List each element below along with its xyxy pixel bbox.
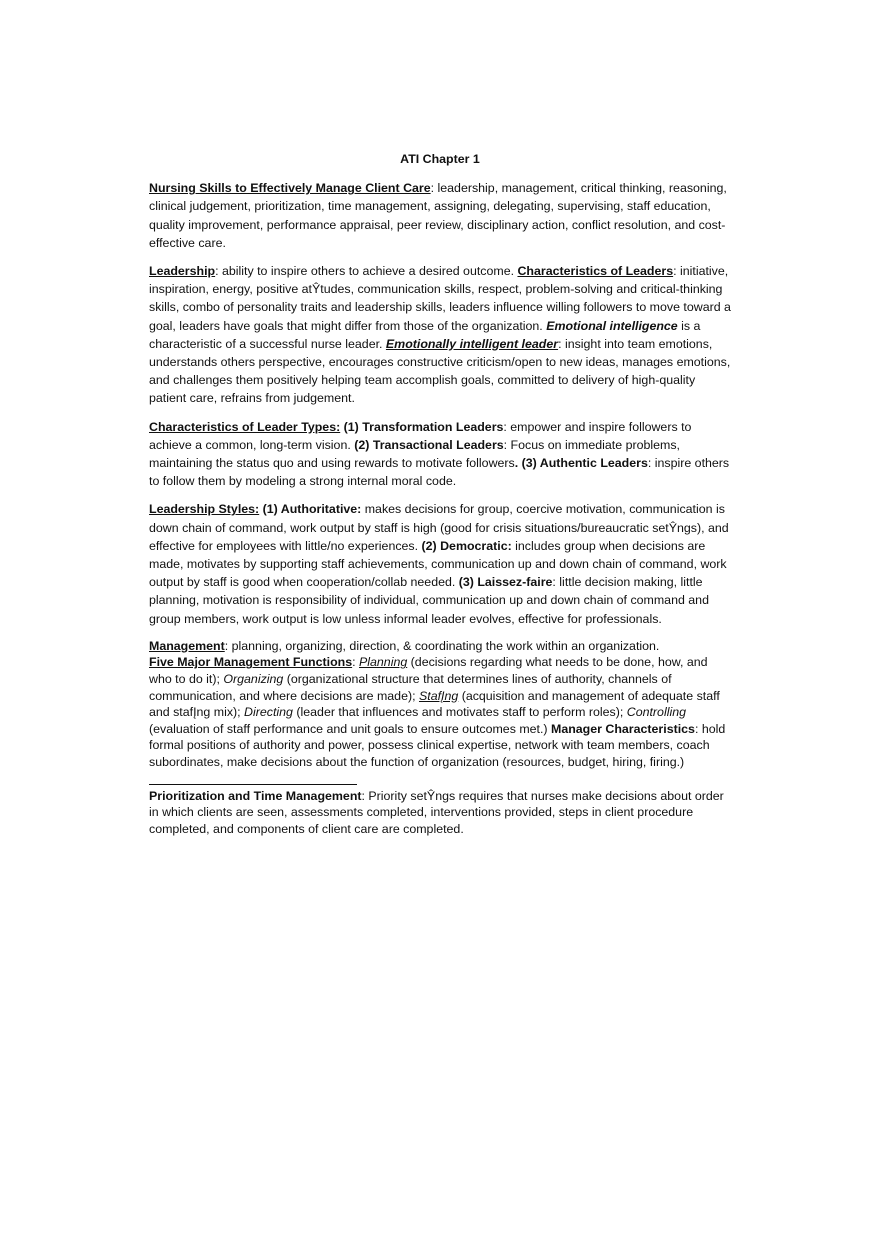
- paragraph-prioritization: [149, 788, 731, 838]
- heading-leadership: Leadership: [149, 264, 216, 279]
- paragraph-text: :: [352, 655, 359, 670]
- style-authoritative: (1) Authoritative:: [259, 502, 362, 517]
- paragraph-text: :: [430, 181, 435, 196]
- term-emotionally-intelligent-leader: Emotionally intelligent leader: [385, 336, 559, 351]
- heading-management-functions: Five Major Management Functions: [149, 655, 353, 670]
- paragraph-leadership: [149, 262, 731, 408]
- function-controlling: Controlling: [626, 705, 686, 720]
- paragraph-text: is a characteristic of a successful nurse leader.: [149, 318, 701, 351]
- heading-manager-characteristics: Manager Characteristics: [551, 721, 695, 736]
- paragraph-text: leadership, management, critical thinking, reasoning, clinical judgement, prioritization, time management, assigning, delegating, supervising, staff education, quality improvement, performance appraisal, peer review, disciplinary action, conflict resolution, and cost-effective care.: [149, 181, 727, 250]
- paragraph-text: : planning, organizing, direction, & coordinating the work within an organization.: [224, 638, 660, 653]
- heading-prioritization: Prioritization and Time Management: [149, 788, 362, 803]
- paragraph-text: (leader that influences and motivates staff to perform roles);: [292, 705, 627, 720]
- paragraph-text: : empower and inspire followers to achieve a common, long-term vision.: [149, 419, 692, 452]
- leader-type-authentic: . (3) Authentic Leaders: [514, 456, 648, 471]
- paragraph-text: (evaluation of staff performance and unit goals to ensure outcomes met.): [149, 721, 551, 736]
- paragraph-text: : ability to inspire others to achieve a desired outcome.: [215, 264, 518, 279]
- style-laissez-faire: (3) Laissez-faire: [458, 575, 553, 590]
- heading-nursing-skills: Nursing Skills to Effectively Manage Client Care: [149, 181, 431, 196]
- paragraph-text: (acquisition and management of adequate staff and stafĮng mix);: [149, 688, 720, 720]
- heading-characteristics-of-leaders: Characteristics of Leaders: [517, 264, 674, 279]
- function-directing: Directing: [244, 705, 293, 720]
- paragraph-text: : Focus on immediate problems, maintaining the status quo and using rewards to motivate followers: [149, 437, 680, 471]
- paragraph-text: includes group when decisions are made, motivates by supporting staff achievements, communication up and down chain of command, work output by staff is good when cooperation/collab needed.: [149, 538, 727, 590]
- paragraph-leadership-styles: [149, 500, 731, 627]
- paragraph-text: : Priority setŶngs requires that nurses make decisions about order in which clients are seen, assessments completed, interventions provided, steps in client procedure completed, and components of client care are completed.: [149, 788, 724, 836]
- section-divider: [149, 784, 357, 785]
- heading-leadership-styles: Leadership Styles:: [149, 502, 260, 517]
- paragraph-text: (decisions regarding what needs to be done, how, and who to do it);: [149, 655, 708, 687]
- function-planning: Planning: [359, 655, 408, 670]
- leader-type-transformation: (1) Transformation Leaders: [340, 419, 504, 434]
- page-title: ATI Chapter 1: [400, 152, 480, 166]
- paragraph-leader-types: [149, 418, 731, 491]
- style-democratic: (2) Democratic:: [421, 538, 512, 553]
- function-organizing: Organizing: [223, 672, 284, 687]
- function-staffing: StafĮng: [418, 688, 459, 703]
- paragraph-nursing-skills: [149, 179, 731, 252]
- leader-type-transactional: (2) Transactional Leaders: [354, 437, 504, 452]
- paragraph-text: (organizational structure that determines lines of authority, channels of communication, and where decisions are made);: [149, 672, 672, 703]
- term-emotional-intelligence: Emotional intelligence: [546, 318, 678, 333]
- paragraph-text: : insight into team emotions, understands others perspective, encourages constructive criticism/open to new ideas, manages emotions, and challenges them positively helping team accomplish goals, committed to delivery of high-quality patient care, refrains from judgement.: [149, 336, 731, 406]
- paragraph-management: [149, 638, 731, 771]
- heading-leader-types: Characteristics of Leader Types:: [149, 419, 341, 434]
- heading-management: Management: [149, 638, 225, 653]
- paragraph-text: : hold formal positions of authority and power, possess clinical expertise, network with team members, coach subordinates, make decisions about the function of organization (resources, budget, hiring, firing.): [149, 721, 726, 770]
- paragraph-text: : inspire others to follow them by modeling a strong internal moral code.: [149, 456, 730, 489]
- paragraph-text: : initiative, inspiration, energy, positive atŶtudes, communication skills, respect, problem-solving and critical-thinking skills, combo of personality traits and leadership skills, leaders influence willing followers to move toward a goal, leaders have goals that might differ from those of the organization.: [149, 264, 731, 333]
- paragraph-text: : little decision making, little planning, motivation is responsibility of individual, communication up and down chain of command and group members, work output is low unless informal leader evolves, effective for professionals.: [149, 575, 709, 626]
- paragraph-text: makes decisions for group, coercive motivation, communication is down chain of command, work output by staff is high (good for crisis situations/bureaucratic setŶngs), and effective for employees with little/no experiences.: [149, 502, 729, 553]
- document-body: [149, 150, 731, 847]
